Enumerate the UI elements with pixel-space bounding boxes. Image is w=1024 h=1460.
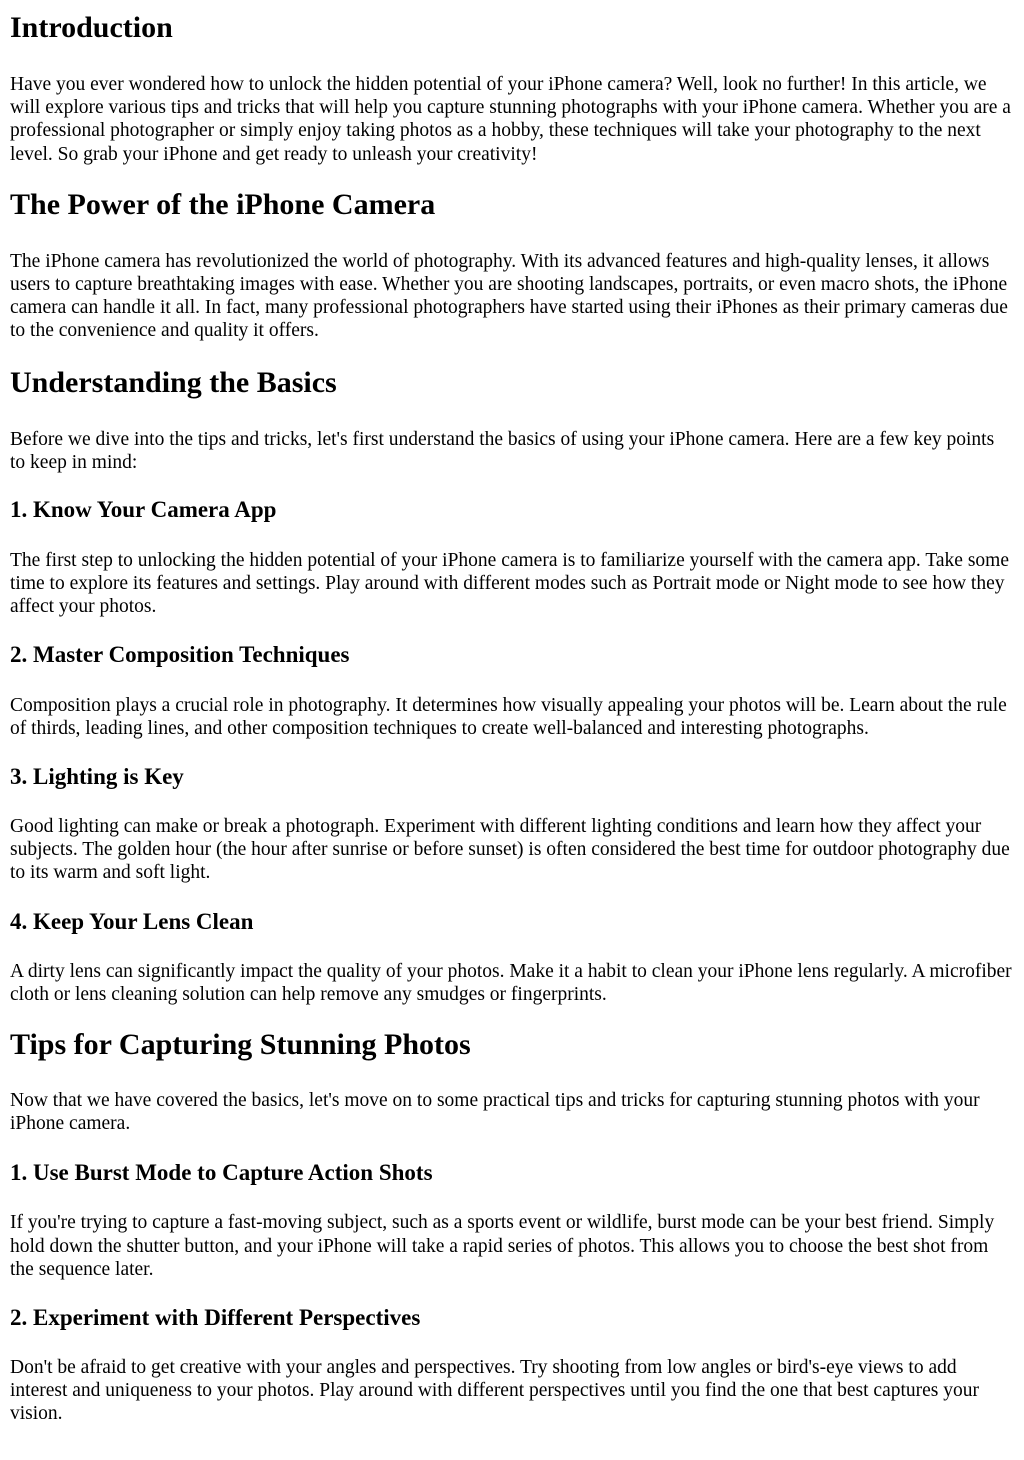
subheading-keep-lens-clean: 4. Keep Your Lens Clean — [10, 908, 254, 934]
subheading-composition-techniques: 2. Master Composition Techniques — [10, 641, 350, 667]
paragraph-understanding-basics: Before we dive into the tips and tricks, let's first understand the basics of using your iPhone camera. Here are a few key points to keep in mind: — [10, 428, 995, 473]
heading-power-of-iphone-camera: The Power of the iPhone Camera — [10, 187, 436, 221]
paragraph-tips-stunning-photos: Now that we have covered the basics, let's move on to some practical tips and tricks for capturing stunning photos with your iPhone camera. — [10, 1090, 980, 1135]
heading-introduction: Introduction — [10, 11, 173, 44]
subheading-know-camera-app: 1. Know Your Camera App — [10, 497, 277, 523]
paragraph-know-camera-app: The first step to unlocking the hidden potential of your iPhone camera is to familiarize yourself with the camera app. Take some time to explore its features and settings. Play around with different modes such as Portrait mode or Night mode to see how they affect your photos. — [10, 550, 1009, 618]
paragraph-keep-lens-clean: A dirty lens can significantly impact the quality of your photos. Make it a habit to clean your iPhone lens regularly. A microfiber cloth or lens cleaning solution can help remove any smudges or fingerprints. — [10, 960, 1012, 1005]
paragraph-composition-techniques: Composition plays a crucial role in photography. It determines how visually appealing your photos will be. Learn about the rule of thirds, leading lines, and other composition techniques to create well-balanced and interesting photographs. — [10, 694, 1007, 739]
subheading-different-perspectives: 2. Experiment with Different Perspectives — [10, 1305, 421, 1331]
paragraph-lighting-is-key: Good lighting can make or break a photograph. Experiment with different lighting conditions and learn how they affect your subjects. The golden hour (the hour after sunrise or before sunset) is often considered the best time for outdoor photography due to its warm and soft light. — [10, 816, 1010, 884]
paragraph-different-perspectives: Don't be afraid to get creative with your angles and perspectives. Try shooting from low angles or bird's-eye views to add interest and uniqueness to your photos. Play around with different perspectives until you find the one that best captures your vision. — [10, 1357, 980, 1425]
subheading-burst-mode: 1. Use Burst Mode to Capture Action Shots — [10, 1160, 433, 1186]
subheading-lighting-is-key: 3. Lighting is Key — [10, 764, 184, 790]
paragraph-introduction: Have you ever wondered how to unlock the hidden potential of your iPhone camera? Well, look no further! In this article, we will explore various tips and tricks that will help you capture stunning photographs with your iPhone camera. Whether you are a professional photographer or simply enjoy taking photos as a hobby, these techniques will take your photography to the next level. So grab your iPhone and get ready to unleash your creativity! — [10, 74, 1011, 165]
paragraph-burst-mode: If you're trying to capture a fast-moving subject, such as a sports event or wildlife, burst mode can be your best friend. Simply hold down the shutter button, and your iPhone will take a rapid series of photos. This allows you to choose the best shot from the sequence later. — [10, 1212, 995, 1280]
article — [0, 11, 1024, 1426]
heading-understanding-basics: Understanding the Basics — [10, 365, 337, 399]
paragraph-power-of-iphone-camera: The iPhone camera has revolutionized the world of photography. With its advanced features and high-quality lenses, it allows users to capture breathtaking images with ease. Whether you are shooting landscapes, portraits, or even macro shots, the iPhone camera can handle it all. In fact, many professional photographers have started using their iPhones as their primary cameras due to the convenience and quality it offers. — [10, 250, 1008, 342]
heading-tips-stunning-photos: Tips for Capturing Stunning Photos — [10, 1028, 471, 1062]
